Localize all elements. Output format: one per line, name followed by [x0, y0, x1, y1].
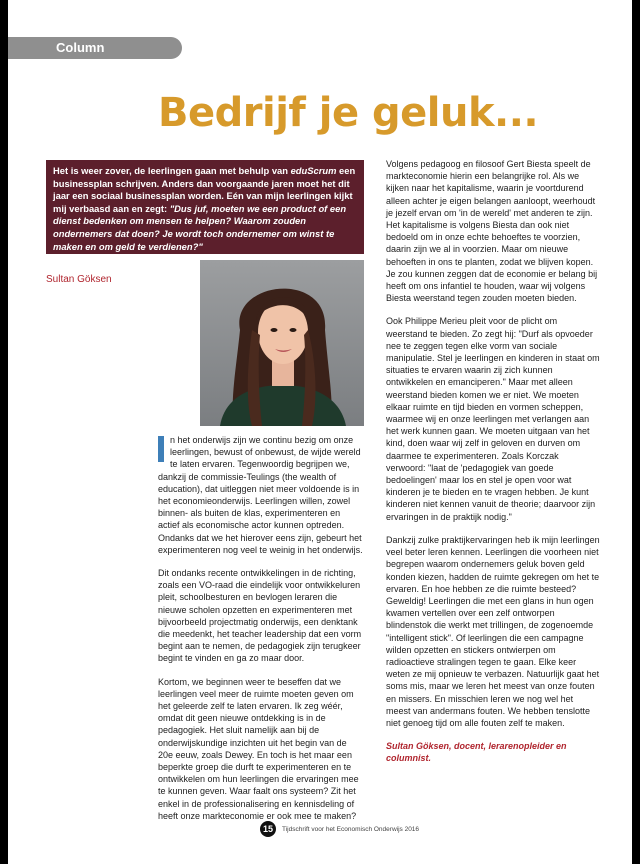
- author-name: Sultan Göksen: [46, 274, 112, 285]
- paragraph: Volgens pedagoog en filosoof Gert Biesta speelt de markteconomie hierin een belangrijke rol. Als we kijken naar het kapitalisme, waarin je voortdurend alleen achter je eigen belangen aanloopt, weerhoudt je jezelf ervan om 'in de wereld' met anderen te zijn. Het kapitalisme is volgens Biesta dan ook niet bedoeld om in onze echte behoeftes te voorzien, daarin zijn we al in voorzien. Maar om nieuwe behoeften in ons te planten, zodat we blijven kopen. Je zou kunnen zeggen dat de economie er belang bij heeft om ons infantiel te houden, waar wij volgens Biesta weerstand tegen zouden moeten bieden.: [386, 159, 598, 304]
- page-title: Bedrijf je geluk...: [158, 90, 539, 136]
- page-footer: [260, 821, 419, 837]
- paragraph: n het onderwijs zijn we continu bezig om onze leerlingen, bewust of onbewust, de wijde wereld te laten ervaren. Tegenwoordig begrijpen we, dankzij de commissie-Teulings (the wealth of education), dat uitleggen niet meer voldoende is in het economieonderwijs. Leerlingen willen, zowel binnen- als buiten de klas, experimenteren en actief als economische actor kunnen optreden. Ondanks dat we het hierover eens zijn, gebeurt het experimenteren nog veel te weinig in het onderwijs.: [158, 435, 363, 555]
- author-photo: [200, 260, 364, 426]
- paragraph: Dankzij zulke praktijkervaringen heb ik mijn leerlingen veel beter leren kennen. Leerlingen die voorheen niet begrepen waarom ondernemers geluk boven geld konden kiezen, hadden de ruimte gekregen om het te ervaren. En hoe hebben ze die ruimte besteed? Geweldig! Leerlingen die met een glans in hun ogen kwamen vertellen over een zelf ontworpen blindenstok die werkt met trillingen, de zogenoemde "intelligent stick". Of leerlingen die een campagne wilden opzetten en stickers ontwierpen om radioactieve stralingen tegen te gaan. Elke keer weten ze mij opnieuw te verbazen. Natuurlijk gaat het soms mis, maar we leren het meest van onze fouten en missers. En misschien leren we nog wel het meest van andermans fouten. We hebben tenslotte niet genoeg tijd om alle fouten zelf te maken.: [386, 534, 600, 728]
- column-left: [158, 434, 364, 833]
- magazine-page: [8, 0, 632, 864]
- paragraph: Dit ondanks recente ontwikkelingen in de richting, zoals een VO-raad die eindelijk voor ontwikkeluren pleit, schoolbesturen en bevlogen leraren die nieuwe scholen opzetten en experimenteren met bijvoorbeeld projectmatig onderwijs, een denktank die meedenkt, het teacher leadership dat een vorm begint aan te nemen, de pedagogiek zijn terugkeer begint te vinden en ga zo maar door.: [158, 568, 362, 664]
- paragraph: Ook Philippe Merieu pleit voor de plicht om weerstand te bieden. Zo zegt hij: "Durf als opvoeder nee te zeggen tegen elke vorm van sociale manipulatie. Stel je leerlingen en kinderen in staat om situaties te ervaren waarin zij zich kunnen ontwikkelen en emanciperen." Maar met alleen weerstand bieden komen we er niet. We moeten elkaar ruimte en tijd bieden en vormen scheppen, waarmee wij en onze leerlingen met verlangen aan het werk kunnen gaan. We moeten uitgaan van het kind, doen waar wij zelf in geloven en durven om daarmee te experimenteren. Zoals Korczak verwoord: "laat de 'pedagogiek van goede bedoelingen' maar los en stel je open voor wat kinderen je te bieden en te vragen hebben. Je kunt kinderen niet kennen vanuit de theorie; daarvoor zijn ervaringen in de praktijk nodig.": [386, 316, 600, 522]
- portrait-image: [200, 260, 364, 426]
- dropcap-bar: [158, 436, 164, 462]
- paragraph: Kortom, we beginnen weer te beseffen dat we leerlingen veel meer de ruimte moeten geven om het geleerde zelf te laten ervaren. Ik zeg wéér, omdat dit geen nieuwe ontdekking is in de pedagogiek. Het sluit namelijk aan bij de onderwijskundige inzichten uit het begin van de 20e eeuw, zoals Dewey. En toch is het maar een beperkte groep die durft te experimenteren en te ontwikkelen om hun leerlingen die ervaringen mee te kunnen geven. Waar faalt ons systeem? Zit het enkel in de professionalisering en kennisdeling of heeft onze markteconomie er ook mee te maken?: [158, 676, 359, 821]
- intro-text-2: een businessplan schrijven. Anders dan voorgaande jaren moet het dit jaar een sociaal businessplan worden. Eén van mijn leerlingen kijkt mij verbaasd aan en zegt:: [53, 165, 356, 214]
- page-number: 15: [260, 821, 276, 837]
- signoff: Sultan Göksen, docent, lerarenopleider en columnist.: [386, 741, 567, 764]
- column-right: [386, 158, 600, 776]
- intro-brand: eduScrum: [290, 165, 337, 176]
- publication-name: Tijdschrift voor het Economisch Onderwijs 2016: [282, 825, 420, 833]
- section-tab-label: Column: [56, 40, 105, 55]
- intro-text: Het is weer zover, de leerlingen gaan met behulp van: [53, 165, 291, 176]
- intro-quote: "Dus juf, moeten we een product of een dienst bedenken om mensen te helpen? Waarom zouden ondernemers dat doen? Je wordt toch ondernemer om winst te maken en om geld te verdienen?": [53, 202, 347, 252]
- section-tab: [8, 37, 182, 59]
- intro-box: [46, 160, 364, 254]
